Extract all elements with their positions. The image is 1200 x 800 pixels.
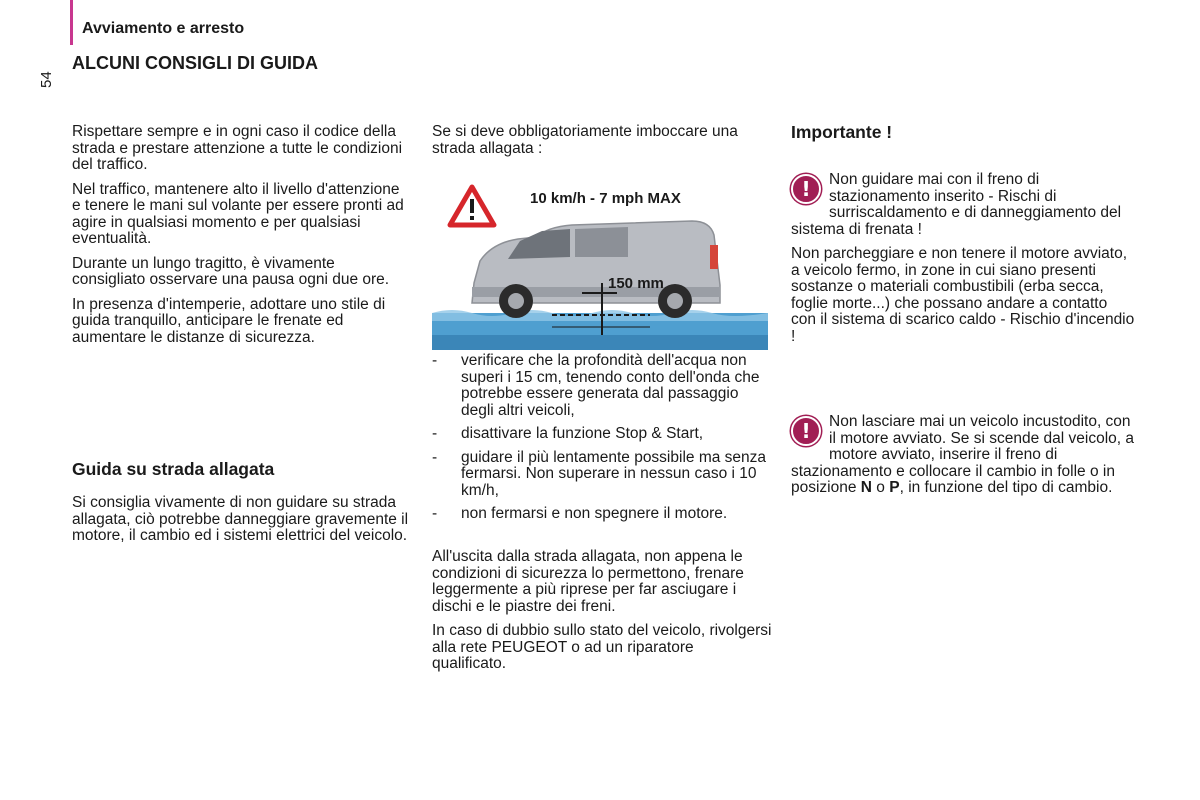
after-list-text bbox=[432, 549, 772, 681]
page-title: ALCUNI CONSIGLI DI GUIDA bbox=[72, 53, 318, 73]
warning-text: Non guidare mai con il freno di stazionamento inserito - Rischi di surriscaldamento e di danneggiamento del sistema di frenata ! bbox=[791, 171, 1122, 238]
list-item bbox=[432, 353, 772, 419]
list-item bbox=[432, 426, 772, 443]
exclamation-icon: ! bbox=[791, 174, 821, 204]
warning-text: Non parcheggiare e non tenere il motore avviato, a veicolo fermo, in zone in cui siano presenti sostanze o materiali combustibili (erba secca, foglie morte...) che possano andare a contatto con il sistema di scarico caldo - Rischio d'incendio ! bbox=[791, 245, 1135, 345]
list-item-text: guidare il più lentamente possibile ma senza fermarsi. Non superare in nessun caso i 10 km/h, bbox=[461, 448, 767, 499]
subheading-flooded-road: Guida su strada allagata bbox=[72, 459, 275, 479]
speed-limit-label: 10 km/h - 7 mph MAX bbox=[530, 190, 681, 207]
warning-text: Non lasciare mai un veicolo incustodito, con il motore avviato. Se si scende dal veicolo, a motore avviato, inserire il freno di stazionamento e collocare il cambio in folle o in posizione N o P, in funzione del tipo di cambio. bbox=[791, 413, 1134, 496]
list-item bbox=[432, 450, 772, 500]
important-heading: Importante ! bbox=[791, 122, 893, 142]
warning-block-parking-brake bbox=[791, 172, 1136, 353]
paragraph: In caso di dubbio sullo stato del veicolo, rivolgersi alla rete PEUGEOT o ad un riparatore qualificato. bbox=[432, 622, 772, 672]
page-number: 54 bbox=[38, 71, 55, 88]
warning-block-unattended bbox=[791, 414, 1136, 505]
paragraph: Rispettare sempre e in ogni caso il codice della strada e prestare attenzione a tutte le condizioni del traffico. bbox=[72, 123, 403, 173]
accent-bar bbox=[70, 0, 73, 45]
gear-p-label: P bbox=[889, 479, 900, 496]
list-dash: - bbox=[432, 505, 438, 522]
flooded-road-illustration bbox=[432, 175, 768, 350]
column-middle bbox=[432, 124, 772, 165]
paragraph: All'uscita dalla strada allagata, non appena le condizioni di sicurezza lo permettono, frenare leggermente a più riprese per far asciugare i dischi e le piastre dei freni. bbox=[432, 548, 744, 615]
list-item-text: verificare che la profondità dell'acqua non superi i 15 cm, tenendo conto dell'onda che potrebbe essere generata dal passaggio degli altri veicoli, bbox=[461, 352, 760, 419]
gear-n-label: N bbox=[860, 479, 872, 496]
list-item-text: non fermarsi e non spegnere il motore. bbox=[461, 505, 728, 522]
paragraph: Si consiglia vivamente di non guidare su strada allagata, ciò potrebbe danneggiare gravemente il motore, il cambio ed i sistemi elettrici del veicolo. bbox=[72, 494, 409, 544]
paragraph-intro: Se si deve obbligatoriamente imboccare una strada allagata : bbox=[432, 123, 738, 157]
paragraph: In presenza d'intemperie, adottare uno stile di guida tranquillo, anticipare le frenate ed aumentare le distanze di sicurezza. bbox=[72, 295, 386, 346]
exclamation-icon: ! bbox=[791, 416, 821, 446]
paragraph: Nel traffico, mantenere alto il livello d'attenzione e tenere le mani sul volante per essere pronti ad agire in qualsiasi momento e per qualsiasi eventualità. bbox=[72, 180, 404, 247]
list-dash: - bbox=[432, 425, 438, 442]
list-item bbox=[432, 506, 772, 523]
instruction-list bbox=[432, 353, 772, 530]
section-title: Avviamento e arresto bbox=[82, 20, 245, 37]
list-dash: - bbox=[432, 448, 438, 466]
list-dash: - bbox=[432, 352, 438, 369]
column-left bbox=[72, 123, 412, 544]
paragraph: Durante un lungo tragitto, è vivamente consigliato osservare una pausa ogni due ore. bbox=[72, 254, 390, 288]
depth-label: 150 mm bbox=[608, 275, 664, 292]
list-item-text: disattivare la funzione Stop & Start, bbox=[461, 425, 704, 442]
